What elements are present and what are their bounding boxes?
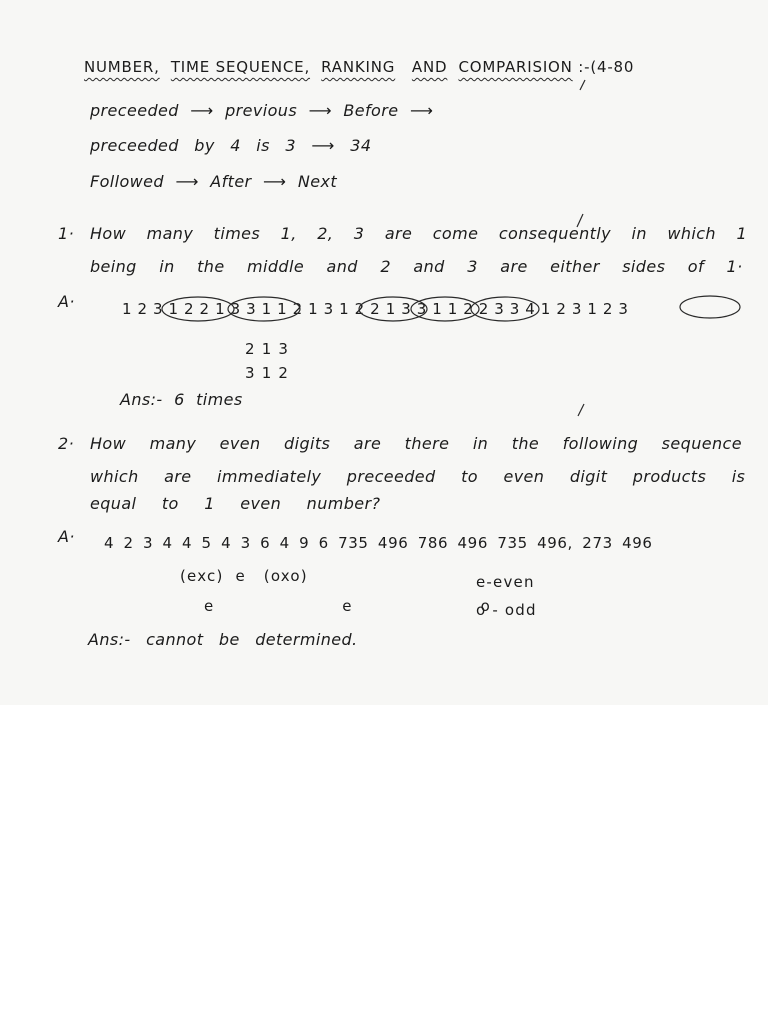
q2-answer: Ans:- cannot be determined. <box>88 630 358 649</box>
circled-group <box>162 297 234 321</box>
tick-mark <box>578 404 584 416</box>
heading-and: AND <box>411 58 448 76</box>
q1-pattern-213: 2 1 3 <box>245 340 290 358</box>
q1-pattern-312: 3 1 2 <box>245 364 290 382</box>
q2-legend-odd: o - odd <box>476 601 537 619</box>
note-followed: Followed ⟶ After ⟶ Next <box>90 172 338 191</box>
q1-number: 1· <box>58 224 75 243</box>
circled-group <box>359 297 427 321</box>
heading-comparision: COMPARISION <box>458 58 573 76</box>
circled-group <box>680 296 740 318</box>
heading-time-sequence: TIME SEQUENCE, <box>170 58 311 76</box>
q1-text-line2: being in the middle and 2 and 3 are either sides of 1· <box>90 257 743 276</box>
q1-sequence: 1 2 3 1 2 2 1 3 3 1 1 2 1 3 1 2 2 1 3 3 1 1 2 2 3 3 4 1 2 3 1 2 3 <box>122 300 629 318</box>
heading-page-range: :-(4-80 <box>578 58 635 76</box>
heading-number: NUMBER, <box>84 58 160 76</box>
q2-text-line2: which are immediately preceeded to even digit products is <box>90 467 746 486</box>
circled-group <box>471 297 539 321</box>
q2-text-line1: How many even digits are there in the following sequence <box>90 434 742 453</box>
q1-answer-marker: A· <box>58 292 75 311</box>
note-preceded-example: preceeded by 4 is 3 ⟶ 34 <box>90 136 372 155</box>
note-preceded: preceeded ⟶ previous ⟶ Before ⟶ <box>90 101 434 120</box>
circled-group <box>411 297 479 321</box>
tick-mark <box>580 80 585 90</box>
q2-answer-marker: A· <box>58 527 75 546</box>
q2-formula-row2: e e o <box>204 597 491 615</box>
q2-number: 2· <box>58 434 75 453</box>
blank-page-area <box>0 705 768 1024</box>
q2-sequence: 4 2 3 4 4 5 4 3 6 4 9 6 735 496 786 496 735 496, 273 496 <box>104 534 653 552</box>
q1-answer: Ans:- 6 times <box>120 390 243 409</box>
tick-mark <box>577 214 583 227</box>
q1-text-line1: How many times 1, 2, 3 are come consequently in which 1 <box>90 224 748 243</box>
q2-formula: (exc) e (oxo) <box>180 567 308 585</box>
q2-legend-even: e-even <box>476 573 535 591</box>
heading-ranking: RANKING <box>321 58 396 76</box>
q2-text-line3: equal to 1 even number? <box>90 494 381 513</box>
circled-group <box>228 297 300 321</box>
